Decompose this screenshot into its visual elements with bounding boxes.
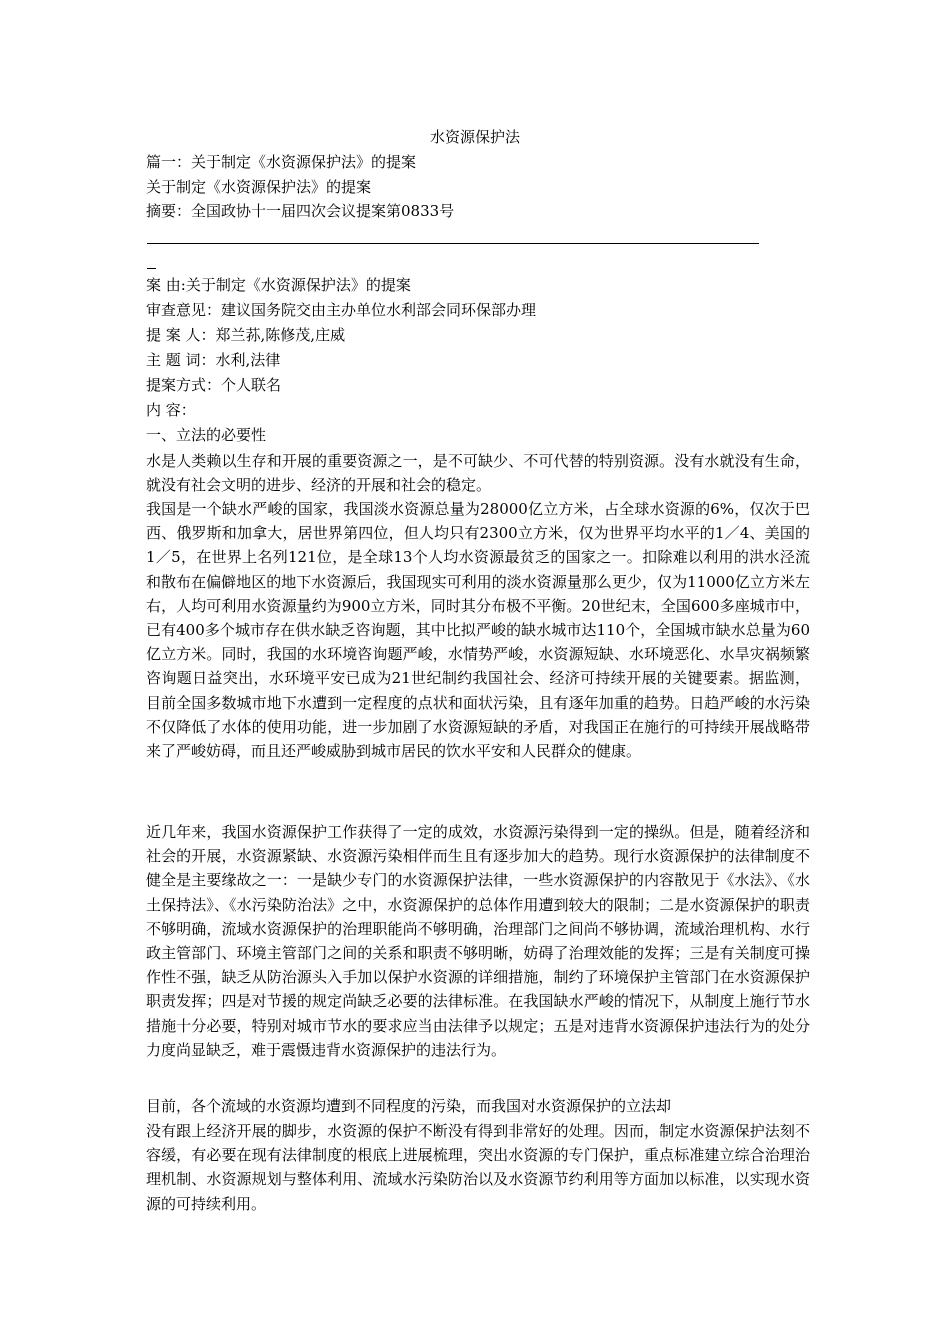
paragraph-3: 近几年来，我国水资源保护工作获得了一定的成效，水资源污染得到一定的操纵。但是，随着经济和社会的开展，水资源紧缺、水资源污染相伴而生且有逐步加大的趋势。现行水资源保护的法律制度不健全是主要缘故之一：一是缺少专门的水资源保护法律，一些水资源保护的内容散见于《水法》、《水土保持法》、《水污染防治法》之中，水资源保护的总体作用遭到较大的限制；二是水资源保护的职责不够明确，流域水资源保护的治理职能尚不够明确，治理部门之间尚不够协调，流域治理机构、水行政主管部门、环境主管部门之间的关系和职责不够明晰，妨碍了治理效能的发挥；三是有关制度可操作性不强，缺乏从防治源头入手加以保护水资源的详细措施，制约了环境保护主管部门在水资源保护职责发挥；四是对节援的规定尚缺乏必要的法律标准。在我国缺水严峻的情况下，从制度上施行节水措施十分必要，特别对城市节水的要求应当由法律予以规定；五是对违背水资源保护违法行为的处分力度尚显缺乏，难于震慑违背水资源保护的违法行为。	[146, 823, 810, 1059]
document-title: 水资源保护法	[429, 128, 520, 146]
paragraph-5: 没有跟上经济开展的脚步，水资源的保护不断没有得到非常好的处理。因而，制定水资源保护法刻不容缓，有必要在现有法律制度的根底上进展梳理，突出水资源的专门保护，重点标准建立综合治理治理机制、水资源规划与整体利用、流域水污染防治以及水资源节约利用等方面加以标准，以实现水资源的可持续利用。	[146, 1122, 810, 1213]
meta-keywords: 主 题 词：水利,法律	[146, 351, 281, 369]
meta-content-label: 内 容：	[146, 401, 196, 419]
header-line-3: 摘要：全国政协十一届四次会议提案第0833号	[146, 202, 455, 220]
section-heading: 一、立法的必要性	[146, 426, 267, 444]
meta-subject: 案 由:关于制定《水资源保护法》的提案	[146, 276, 411, 294]
header-line-2: 关于制定《水资源保护法》的提案	[146, 178, 372, 196]
paragraph-4: 目前，各个流域的水资源均遭到不同程度的污染，而我国对水资源保护的立法却	[146, 1097, 672, 1115]
paragraph-2: 我国是一个缺水严峻的国家，我国淡水资源总量为28000亿立方米，占全球水资源的6%，仅次于巴西、俄罗斯和加拿大，居世界第四位，但人均只有2300立方米，仅为世界平均水平的1／4、美国的1／5，在世界上名列121位，是全球13个人均水资源最贫乏的国家之一。扣除难以利用的洪水泾流和散布在偏僻地区的地下水资源后，我国现实可利用的淡水资源量那么更少，仅为11000亿立方米左右，人均可利用水资源量约为900立方米，同时其分布极不平衡。20世纪末，全国600多座城市中，已有400多个城市存在供水缺乏咨询题，其中比拟严峻的缺水城市达110个，全国城市缺水总量为60亿立方米。同时，我国的水环境咨询题严峻，水情势严峻，水资源短缺、水环境恶化、水旱灾祸频繁咨询题日益突出，水环境平安已成为21世纪制约我国社会、经济可持续开展的关键要素。据监测，目前全国多数城市地下水遭到一定程度的点状和面状污染，且有逐年加重的趋势。日趋严峻的水污染不仅降低了水体的使用功能，进一步加剧了水资源短缺的矛盾，对我国正在施行的可持续开展战略带来了严峻妨碍，而且还严峻威胁到城市居民的饮水平安和人民群众的健康。	[146, 500, 810, 761]
separator-rule	[147, 243, 759, 244]
header-line-1: 篇一：关于制定《水资源保护法》的提案	[146, 153, 417, 171]
meta-review: 审查意见：建议国务院交由主办单位水利部会同环保部办理	[146, 301, 537, 319]
separator-rule-tail	[147, 268, 156, 269]
paragraph-1: 水是人类赖以生存和开展的重要资源之一，是不可缺少、不可代替的特别资源。没有水就没有生命，就没有社会文明的进步、经济的开展和社会的稳定。	[146, 452, 810, 495]
meta-proposer: 提 案 人：郑兰荪,陈修茂,庄威	[146, 326, 346, 344]
meta-method: 提案方式：个人联名	[146, 376, 282, 394]
